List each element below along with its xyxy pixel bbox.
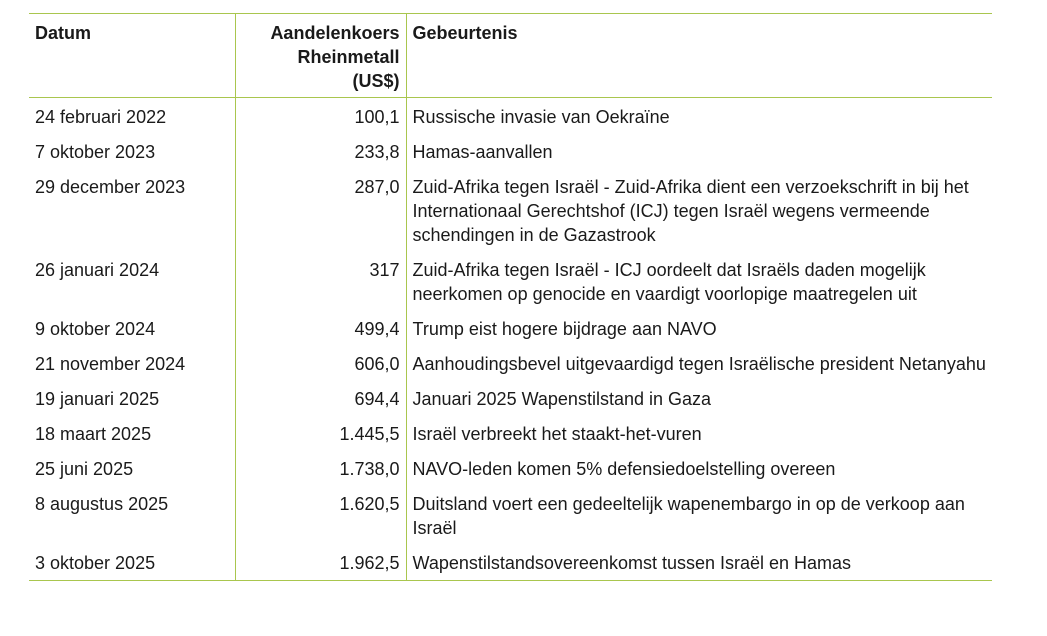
row-price: 1.962,5 bbox=[235, 545, 406, 581]
row-event: NAVO-leden komen 5% defensiedoelstelling overeen bbox=[412, 459, 836, 479]
row-event: Israël verbreekt het staakt-het-vuren bbox=[412, 424, 702, 444]
row-event: Januari 2025 Wapenstilstand in Gaza bbox=[412, 389, 712, 409]
row-price: 1.620,5 bbox=[235, 486, 406, 545]
table-row bbox=[29, 381, 992, 416]
table-row bbox=[29, 346, 992, 381]
row-date: 29 december 2023 bbox=[35, 177, 186, 197]
row-event: Aanhoudingsbevel uitgevaardigd tegen Israëlische president Netanyahu bbox=[412, 354, 986, 374]
table-row bbox=[29, 486, 992, 545]
row-price: 606,0 bbox=[235, 346, 406, 381]
header-price-line1: Aandelenkoers bbox=[270, 23, 400, 43]
table-row bbox=[29, 252, 992, 311]
row-event: Zuid-Afrika tegen Israël - ICJ oordeelt dat Israëls daden mogelijk neerkomen op genocide en vaardigt voorlopige maatregelen uit bbox=[412, 260, 926, 304]
events-table bbox=[29, 13, 992, 581]
table-row bbox=[29, 451, 992, 486]
table-row bbox=[29, 545, 992, 581]
header-date: Datum bbox=[35, 23, 92, 43]
row-date: 24 februari 2022 bbox=[35, 107, 167, 127]
row-date: 19 januari 2025 bbox=[35, 389, 160, 409]
table-row bbox=[29, 416, 992, 451]
table-row bbox=[29, 98, 992, 135]
table-row bbox=[29, 311, 992, 346]
table-header-row bbox=[29, 14, 992, 98]
row-event: Zuid-Afrika tegen Israël - Zuid-Afrika dient een verzoekschrift in bij het Internationaal Gerechtshof (ICJ) tegen Israël wegens vermeende schendingen in de Gazastrook bbox=[412, 177, 969, 245]
header-event: Gebeurtenis bbox=[412, 23, 518, 43]
row-date: 26 januari 2024 bbox=[35, 260, 160, 280]
row-event: Duitsland voert een gedeeltelijk wapenembargo in op de verkoop aan Israël bbox=[412, 494, 965, 538]
row-date: 7 oktober 2023 bbox=[35, 142, 156, 162]
header-price-line2: Rheinmetall bbox=[297, 47, 400, 67]
row-price: 317 bbox=[235, 252, 406, 311]
row-price: 233,8 bbox=[235, 134, 406, 169]
header-price bbox=[235, 14, 406, 98]
row-date: 8 augustus 2025 bbox=[35, 494, 169, 514]
row-price: 100,1 bbox=[235, 98, 406, 135]
row-date: 21 november 2024 bbox=[35, 354, 186, 374]
row-price: 287,0 bbox=[235, 169, 406, 252]
row-price: 1.445,5 bbox=[235, 416, 406, 451]
header-price-line3: (US$) bbox=[352, 71, 400, 91]
row-event: Trump eist hogere bijdrage aan NAVO bbox=[412, 319, 717, 339]
row-date: 9 oktober 2024 bbox=[35, 319, 156, 339]
row-event: Wapenstilstandsovereenkomst tussen Israël en Hamas bbox=[412, 553, 852, 573]
row-event: Hamas-aanvallen bbox=[412, 142, 553, 162]
row-price: 499,4 bbox=[235, 311, 406, 346]
row-price: 694,4 bbox=[235, 381, 406, 416]
row-event: Russische invasie van Oekraïne bbox=[412, 107, 670, 127]
row-date: 25 juni 2025 bbox=[35, 459, 134, 479]
row-price: 1.738,0 bbox=[235, 451, 406, 486]
row-date: 18 maart 2025 bbox=[35, 424, 152, 444]
table-row bbox=[29, 134, 992, 169]
events-table-container bbox=[29, 13, 992, 581]
table-row bbox=[29, 169, 992, 252]
row-date: 3 oktober 2025 bbox=[35, 553, 156, 573]
